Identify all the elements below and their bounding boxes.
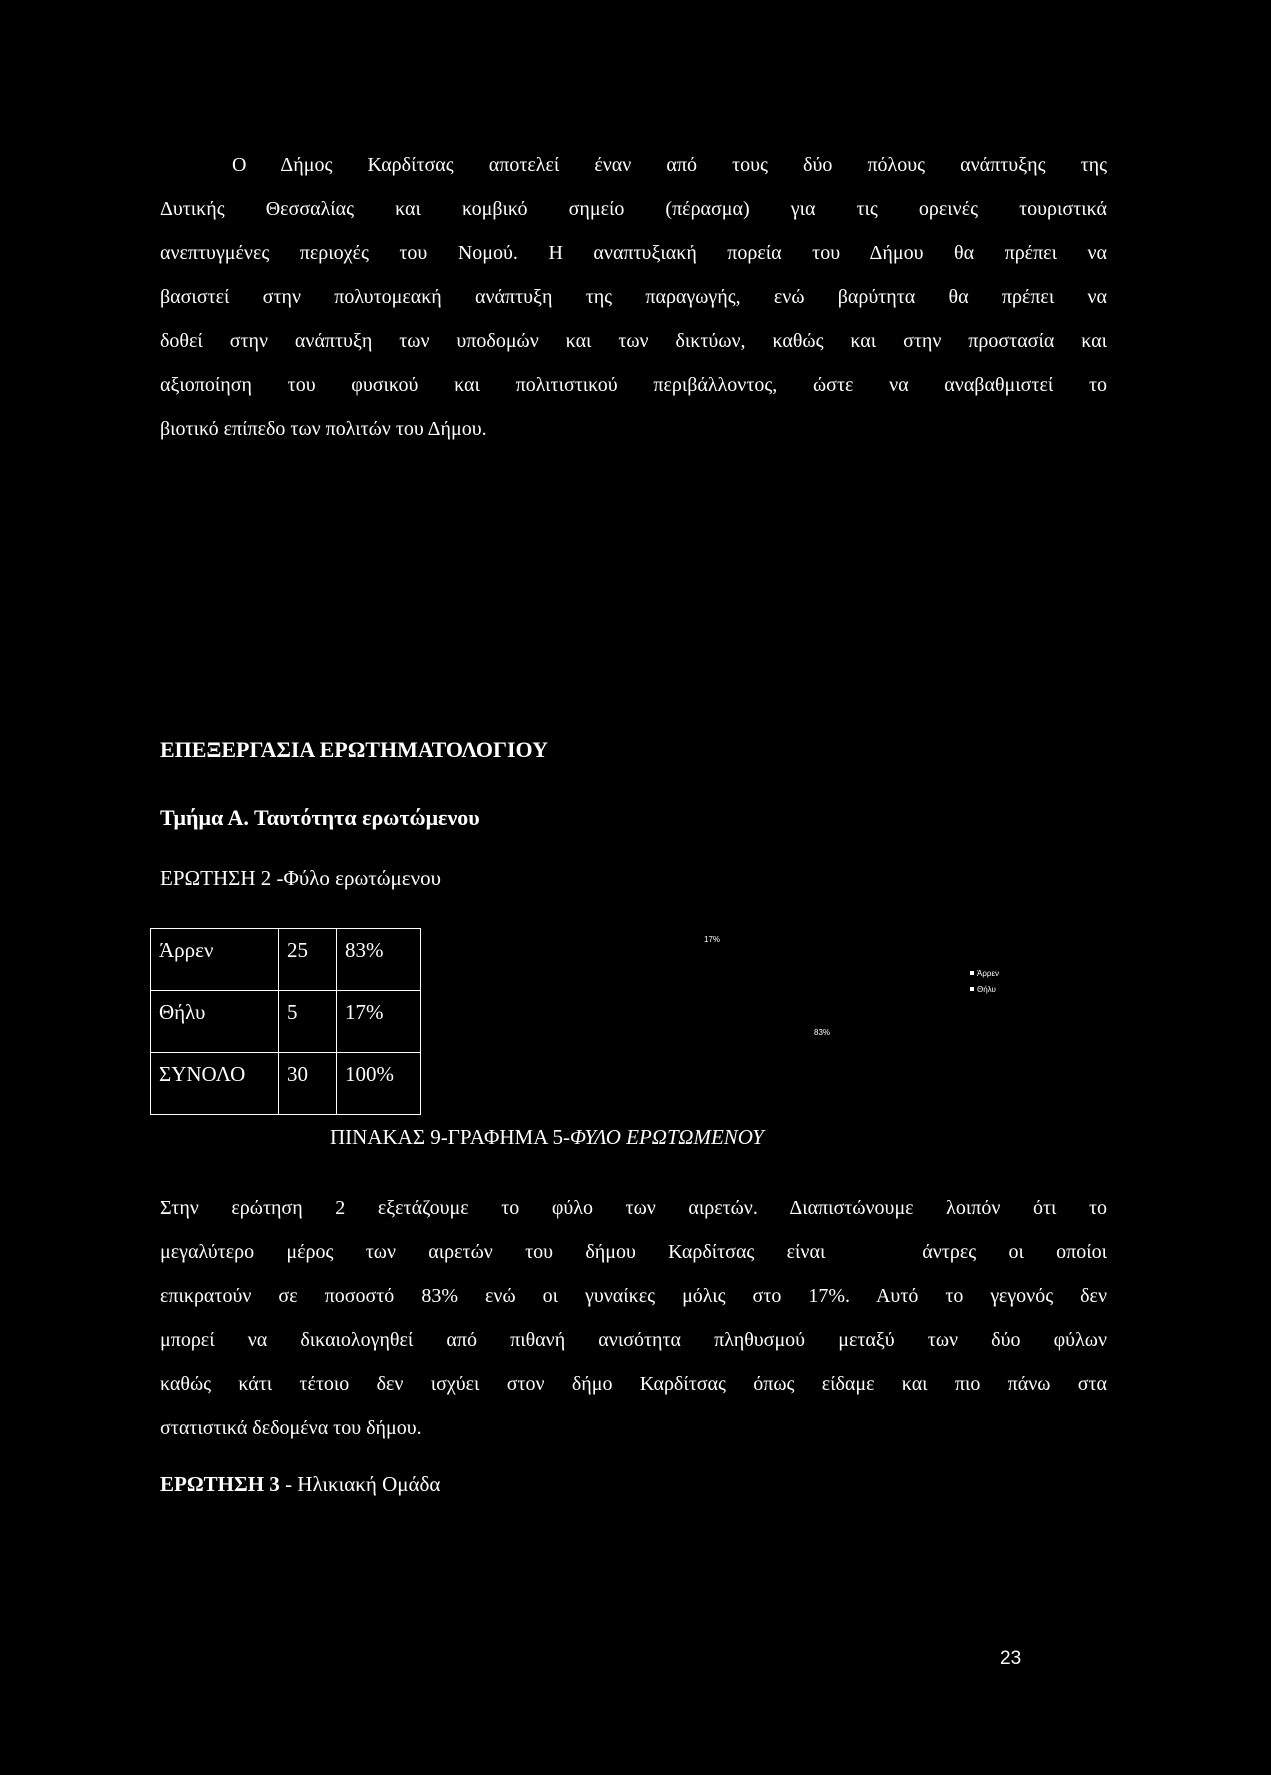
table-row: [151, 991, 421, 1053]
legend-label-female: Θήλυ: [977, 985, 996, 994]
question3-title-bold: ΕΡΩΤΗΣΗ 3: [160, 1472, 280, 1496]
page-number: 23: [1000, 1648, 1022, 1669]
table-cell-label: Άρρεν: [151, 929, 279, 991]
analysis-line: στατιστικά δεδομένα του δήμου.: [160, 1417, 422, 1439]
pie-group: [752, 942, 848, 1038]
part-title: Τμήμα Α. Ταυτότητα ερωτώμενου: [160, 805, 480, 830]
analysis-line: μεγαλύτερο μέρος των αιρετών του δήμου Καρδίτσας είναι άντρες οι οποίοι: [160, 1241, 1107, 1263]
intro-line: δοθεί στην ανάπτυξη των υποδομών και των δικτύων, καθώς και στην προστασία και: [160, 330, 1107, 352]
table-row: [151, 929, 421, 991]
table-cell-percent: 17%: [337, 991, 421, 1053]
intro-line: Δυτικής Θεσσαλίας και κομβικό σημείο (πέρασμα) για τις ορεινές τουριστικά: [160, 198, 1107, 220]
analysis-line: επικρατούν σε ποσοστό 83% ενώ οι γυναίκες μόλις στο 17%. Αυτό το γεγονός δεν: [160, 1285, 1107, 1307]
intro-line: βιοτικό επίπεδο των πολιτών του Δήμου.: [160, 418, 487, 440]
table-cell-count: 25: [279, 929, 337, 991]
intro-line: Ο Δήμος Καρδίτσας αποτελεί έναν από τους δύο πόλους ανάπτυξης της: [232, 154, 1107, 176]
gender-pie-chart: [660, 928, 1020, 1068]
table-row: [151, 1053, 421, 1115]
table-cell-percent: 83%: [337, 929, 421, 991]
analysis-paragraph: [160, 1186, 1107, 1450]
legend-label-male: Άρρεν: [977, 969, 1000, 978]
data-label-female: 17%: [704, 935, 721, 944]
question3-title: [160, 1472, 440, 1497]
legend-swatch-female: [970, 987, 974, 991]
analysis-line: μπορεί να δικαιολογηθεί από πιθανή ανισότητα πληθυσμού μεταξύ των δύο φύλων: [160, 1329, 1107, 1351]
question2-title: ΕΡΩΤΗΣΗ 2 -Φύλο ερωτώμενου: [160, 866, 442, 890]
gender-table: [150, 928, 421, 1115]
analysis-line: Στην ερώτηση 2 εξετάζουμε το φύλο των αιρετών. Διαπιστώνουμε λοιπόν ότι το: [160, 1197, 1107, 1219]
question3-title-rest: - Ηλικιακή Ομάδα: [279, 1472, 441, 1496]
intro-line: βασιστεί στην πολυτομεακή ανάπτυξη της παραγωγής, ενώ βαρύτητα θα πρέπει να: [160, 286, 1107, 308]
table-cell-count: 30: [279, 1053, 337, 1115]
intro-line: αξιοποίηση του φυσικού και πολιτιστικού περιβάλλοντος, ώστε να αναβαθμιστεί το: [160, 374, 1107, 396]
table-cell-percent: 100%: [337, 1053, 421, 1115]
intro-paragraph: [160, 143, 1107, 451]
table-cell-label: ΣΥΝΟΛΟ: [151, 1053, 279, 1115]
analysis-line: καθώς κάτι τέτοιο δεν ισχύει στον δήμο Καρδίτσας όπως είδαμε και πιο πάνω στα: [160, 1373, 1107, 1395]
legend-swatch-male: [970, 971, 974, 975]
table-cell-count: 5: [279, 991, 337, 1053]
intro-line: ανεπτυγμένες περιοχές του Νομού. Η αναπτυξιακή πορεία του Δήμου θα πρέπει να: [160, 242, 1107, 264]
figure-caption: [330, 1125, 764, 1150]
section-title: ΕΠΕΞΕΡΓΑΣΙΑ ΕΡΩΤΗΜΑΤΟΛΟΓΙΟΥ: [160, 737, 548, 762]
caption-italic: ΦΥΛΟ ΕΡΩΤΩΜΕΝΟΥ: [569, 1125, 764, 1149]
data-label-male: 83%: [814, 1028, 831, 1037]
caption-prefix: ΠΙΝΑΚΑΣ 9-ΓΡΑΦΗΜΑ 5-: [330, 1125, 570, 1149]
table-cell-label: Θήλυ: [151, 991, 279, 1053]
